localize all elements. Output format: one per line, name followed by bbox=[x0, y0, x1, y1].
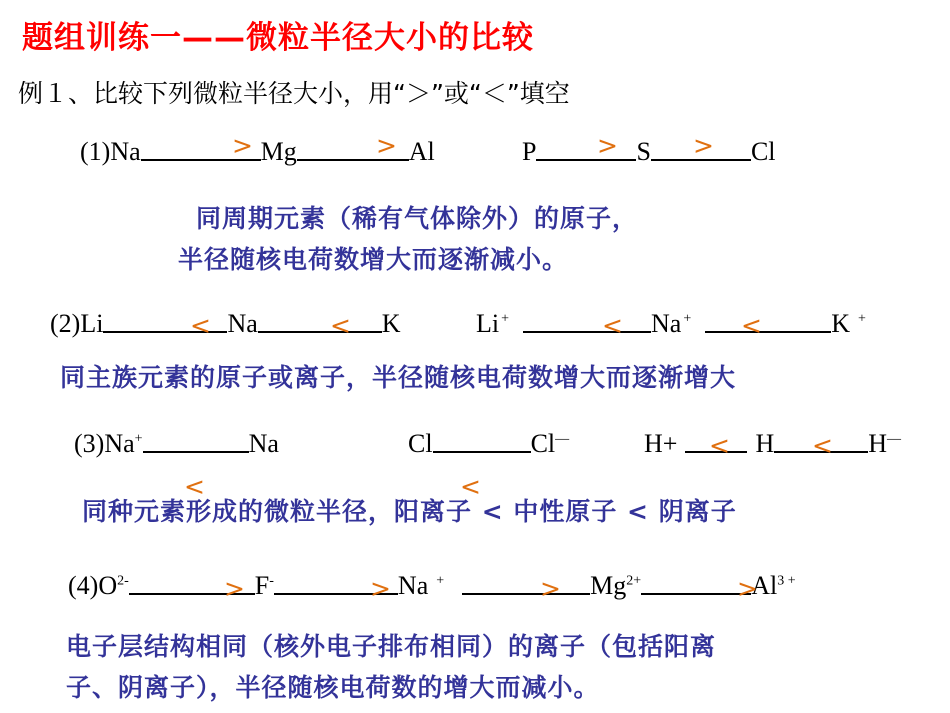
q3-h-ion: H bbox=[868, 429, 888, 458]
q3-blank-2[interactable] bbox=[433, 429, 531, 453]
q3-cl-charge: — bbox=[555, 431, 570, 447]
q4-blank-3[interactable] bbox=[462, 571, 590, 595]
q4-al-ion: Al bbox=[751, 571, 778, 600]
note-1-line-1: 同周期元素（稀有气体除外）的原子， bbox=[196, 204, 639, 233]
q2-li-charge: + bbox=[501, 311, 510, 327]
q3-na: Na bbox=[248, 429, 279, 458]
q4-na-ion: Na bbox=[397, 571, 429, 600]
q2-blank-3[interactable] bbox=[523, 309, 651, 333]
q3-answer-2: < bbox=[460, 472, 481, 501]
q3-number: (3) bbox=[74, 429, 105, 458]
q3-answer-4: < bbox=[812, 431, 833, 460]
q2-li-ion: Li bbox=[476, 309, 500, 338]
q3-na-charge: + bbox=[134, 431, 143, 447]
q4-na-charge: + bbox=[436, 573, 445, 589]
q4-number: (4) bbox=[68, 571, 99, 600]
q4-f-charge: - bbox=[269, 573, 274, 589]
question-1b bbox=[522, 136, 776, 167]
q1-answer-4: > bbox=[693, 131, 714, 160]
question-3 bbox=[74, 428, 279, 459]
q2-k: K bbox=[381, 309, 401, 338]
q3-h-plus: H+ bbox=[644, 429, 678, 458]
q1-answer-1: > bbox=[232, 131, 253, 160]
q1-al: Al bbox=[408, 137, 435, 166]
q2-answer-1: < bbox=[190, 311, 211, 340]
q1-answer-3: > bbox=[597, 131, 618, 160]
q1-s: S bbox=[636, 137, 651, 166]
example-prompt: 例１、比较下列微粒半径大小，用“＞”或“＜”填空 bbox=[18, 79, 570, 108]
slide-title: 题组训练一——微粒半径大小的比较 bbox=[22, 20, 534, 56]
q4-o-charge: 2- bbox=[117, 573, 129, 589]
q3-h: H bbox=[755, 429, 775, 458]
q3-answer-1: < bbox=[184, 472, 205, 501]
q3-answer-3: < bbox=[709, 431, 730, 460]
q2-na: Na bbox=[227, 309, 258, 338]
q4-answer-3: > bbox=[540, 574, 561, 603]
q3-h-charge: — bbox=[887, 431, 902, 447]
q1-number: (1) bbox=[80, 137, 111, 166]
question-4 bbox=[68, 570, 796, 601]
q1-p: P bbox=[522, 137, 537, 166]
q2-li: Li bbox=[80, 309, 104, 338]
q2-answer-3: < bbox=[602, 311, 623, 340]
q1-answer-2: > bbox=[376, 131, 397, 160]
q4-f-ion: F bbox=[254, 571, 270, 600]
q2-blank-2[interactable] bbox=[258, 309, 382, 333]
q3-blank-1[interactable] bbox=[143, 429, 249, 453]
q4-mg-charge: 2+ bbox=[626, 573, 642, 589]
q4-answer-4: > bbox=[737, 574, 758, 603]
q3-cl: Cl bbox=[408, 429, 433, 458]
question-3b bbox=[408, 428, 569, 459]
q1-mg: Mg bbox=[260, 137, 297, 166]
q4-answer-2: > bbox=[370, 574, 391, 603]
note-4-line-1: 电子层结构相同（核外电子排布相同）的离子（包括阳离 bbox=[66, 632, 717, 661]
note-4-line-2: 子、阴离子），半径随核电荷数的增大而减小。 bbox=[66, 673, 600, 702]
question-2b bbox=[476, 308, 866, 339]
q2-k-charge: + bbox=[858, 311, 866, 327]
q2-answer-4: < bbox=[741, 311, 762, 340]
question-3c bbox=[644, 428, 901, 459]
q2-blank-4[interactable] bbox=[705, 309, 831, 333]
q3-cl-ion: Cl bbox=[530, 429, 556, 458]
note-3: 同种元素形成的微粒半径，阳离子 < 中性原子 < 阴离子 bbox=[82, 497, 737, 526]
note-2: 同主族元素的原子或离子，半径随核电荷数增大而逐渐增大 bbox=[60, 363, 737, 392]
q4-al-charge: 3 + bbox=[777, 573, 796, 589]
q2-na-ion: Na bbox=[651, 309, 682, 338]
q4-blank-4[interactable] bbox=[641, 571, 751, 595]
q3-na-ion: Na bbox=[104, 429, 135, 458]
q1-blank-3[interactable] bbox=[536, 137, 636, 161]
q2-number: (2) bbox=[50, 309, 81, 338]
q4-o-ion: O bbox=[98, 571, 118, 600]
q4-answer-1: > bbox=[224, 574, 245, 603]
q4-mg-ion: Mg bbox=[590, 571, 627, 600]
q2-na-charge: + bbox=[683, 311, 692, 327]
q2-answer-2: < bbox=[330, 311, 351, 340]
q1-cl: Cl bbox=[750, 137, 776, 166]
q2-k-ion: K bbox=[831, 309, 851, 338]
note-1-line-2: 半径随核电荷数增大而逐渐减小。 bbox=[178, 245, 569, 274]
q1-na: Na bbox=[110, 137, 141, 166]
